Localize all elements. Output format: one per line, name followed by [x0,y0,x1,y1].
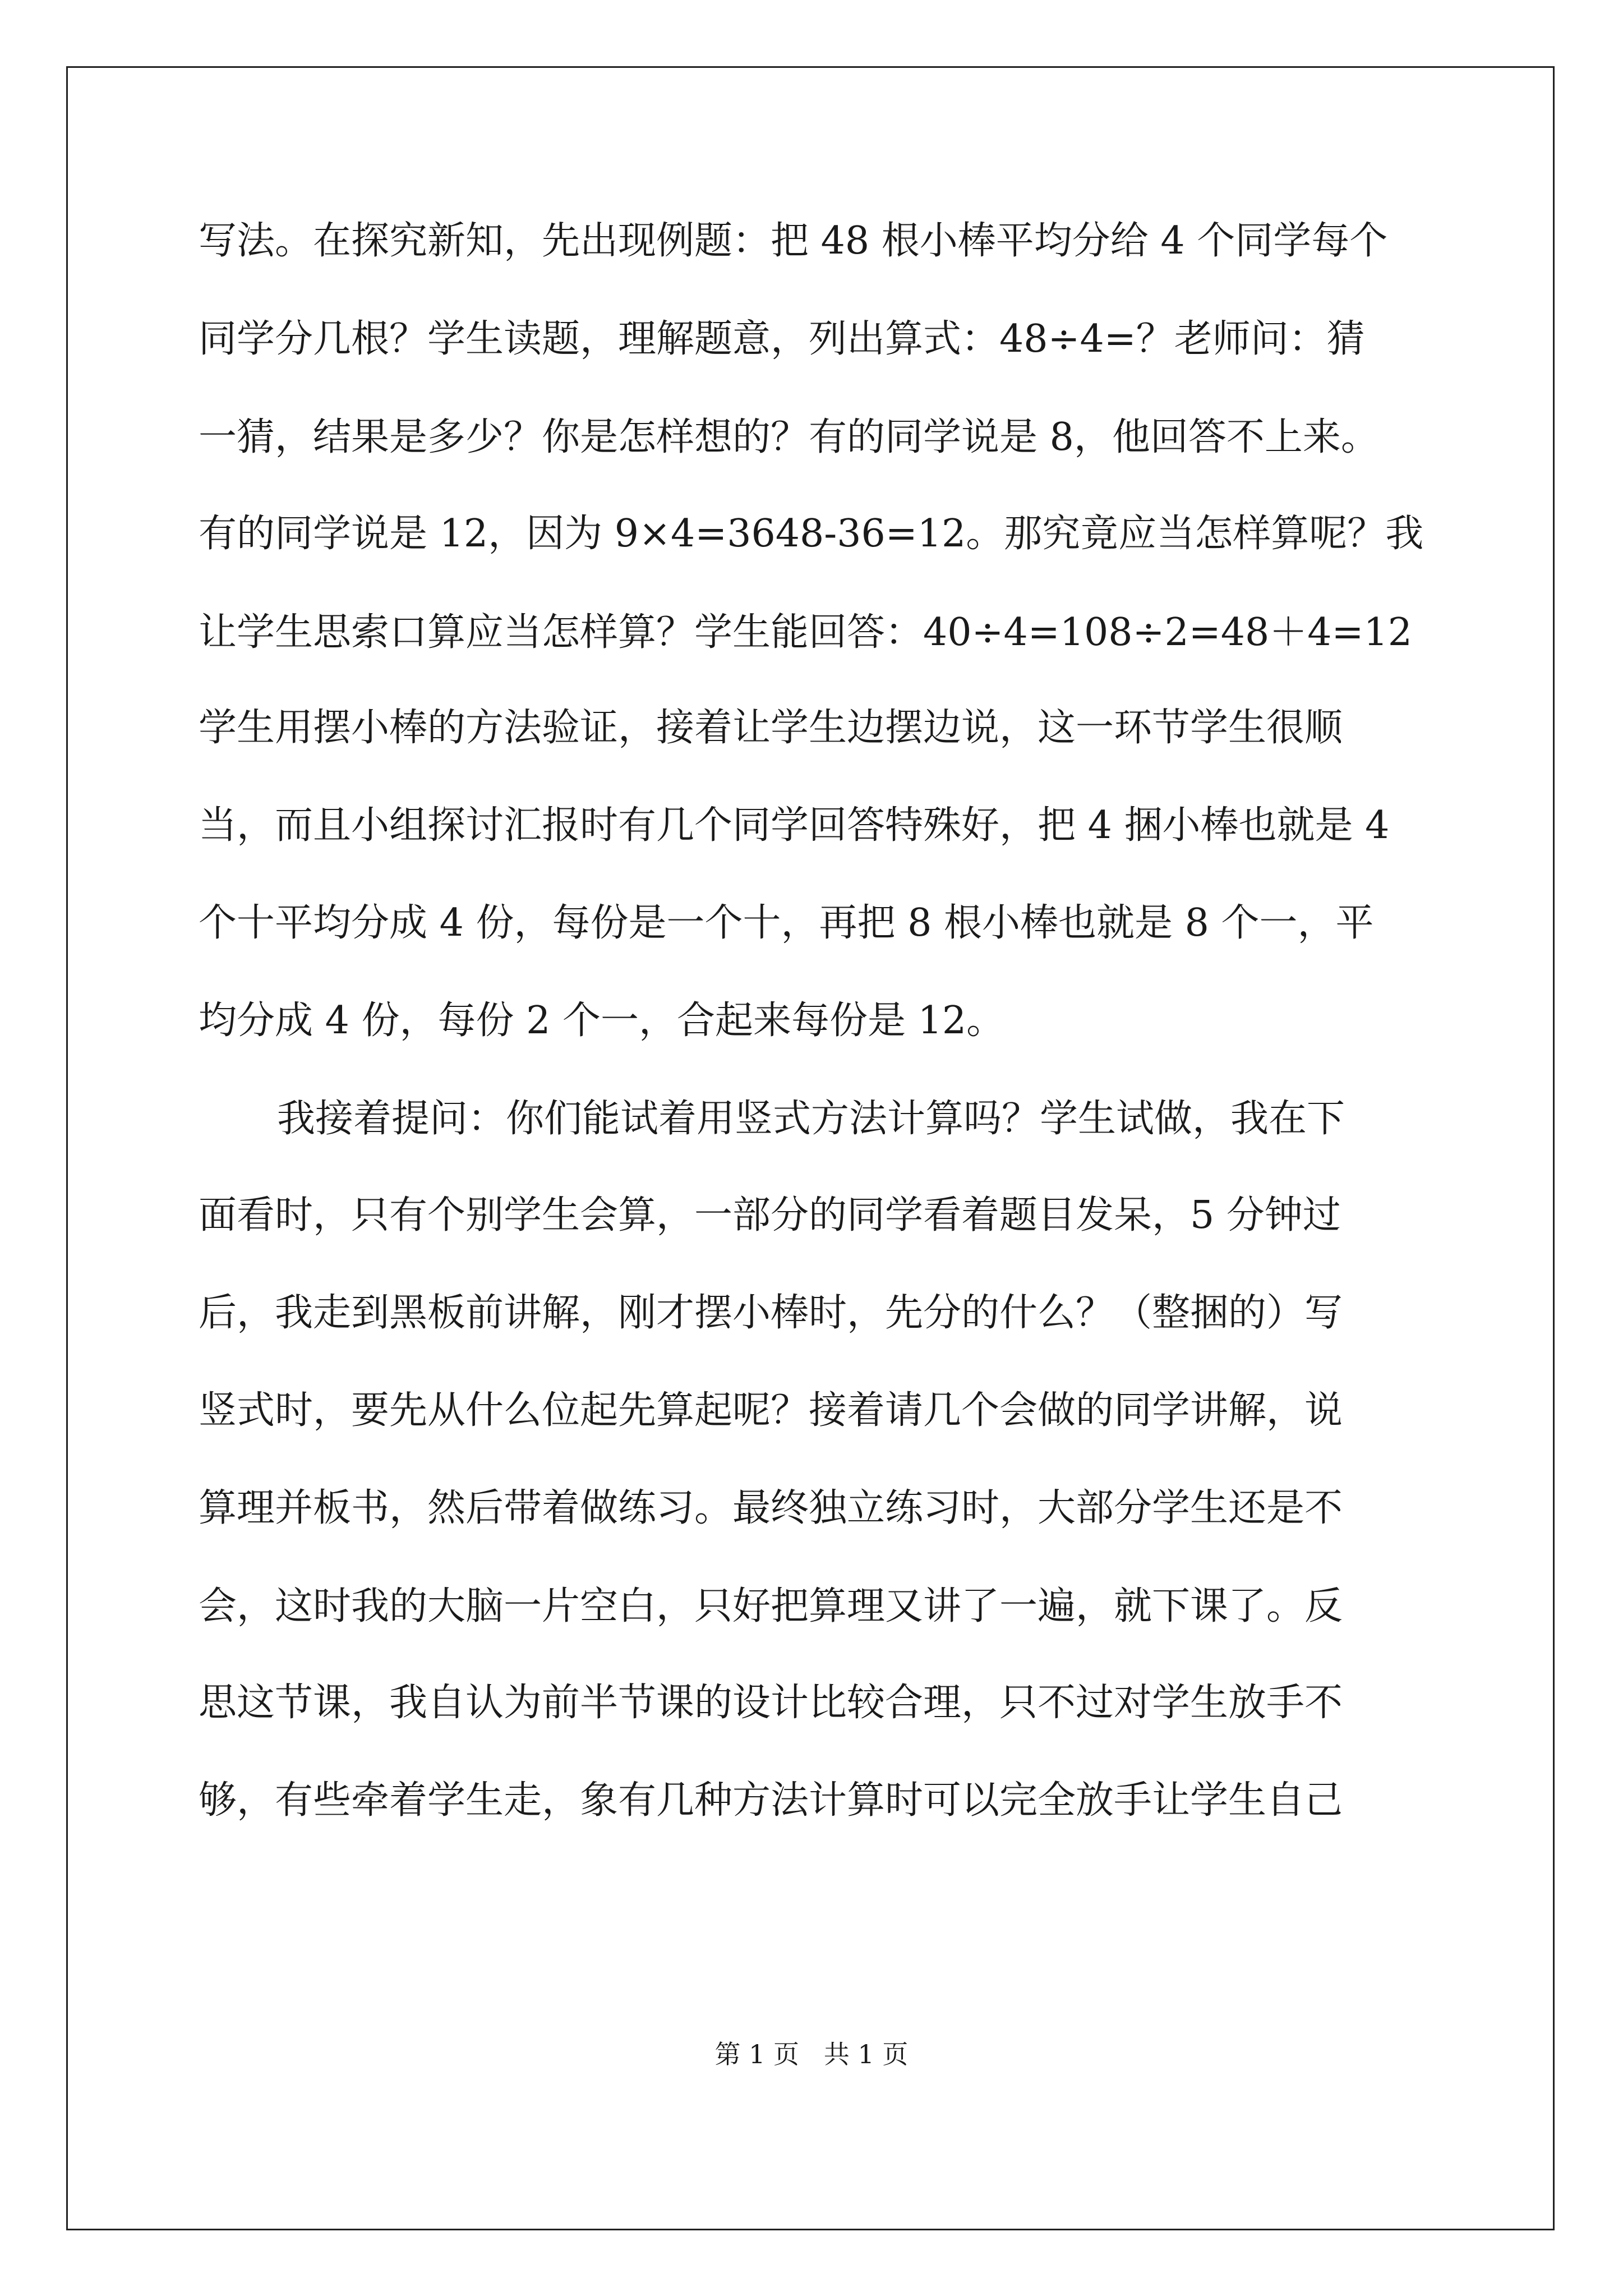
text-line: 后，我走到黑板前讲解，刚才摆小棒时，先分的什么？（整捆的）写 [199,1291,1343,1335]
page-number-footer: 第 1 页 共 1 页 [714,2039,909,2069]
text-line: 个十平均分成 4 份，每份是一个十，再把 8 根小棒也就是 8 个一，平 [199,901,1374,945]
text-line: 让学生思索口算应当怎样算？学生能回答：40÷4=108÷2=48＋4=12 [199,610,1413,655]
text-line: 面看时，只有个别学生会算，一部分的同学看着题目发呆，5 分钟过 [199,1193,1341,1237]
page-border [66,66,1555,2230]
text-line: 同学分几根？学生读题，理解题意，列出算式：48÷4=？老师问：猜 [199,317,1365,361]
text-line: 思这节课，我自认为前半节课的设计比较合理，只不过对学生放手不 [199,1681,1343,1725]
text-line: 当，而且小组探讨汇报时有几个同学回答特殊好，把 4 捆小棒也就是 4 [199,803,1390,848]
text-line: 会，这时我的大脑一片空白，只好把算理又讲了一遍，就下课了。反 [199,1584,1343,1628]
text-line: 够，有些牵着学生走，象有几种方法计算时可以完全放手让学生自己 [199,1778,1343,1823]
text-line: 学生用摆小棒的方法验证，接着让学生边摆边说，这一环节学生很顺 [199,706,1343,750]
text-line: 有的同学说是 12，因为 9×4=3648-36=12。那究竟应当怎样算呢？我 [199,512,1424,556]
text-line: 竖式时，要先从什么位起先算起呢？接着请几个会做的同学讲解，说 [199,1388,1343,1433]
text-line: 均分成 4 份，每份 2 个一，合起来每份是 12。 [199,999,1005,1043]
paragraph-first-line: 我接着提问：你们能试着用竖式方法计算吗？学生试做，我在下 [277,1097,1345,1141]
text-line: 写法。在探究新知，先出现例题：把 48 根小棒平均分给 4 个同学每个 [199,219,1388,263]
text-line: 一猜，结果是多少？你是怎样想的？有的同学说是 8，他回答不上来。 [199,415,1379,459]
text-line: 算理并板书，然后带着做练习。最终独立练习时，大部分学生还是不 [199,1486,1343,1530]
